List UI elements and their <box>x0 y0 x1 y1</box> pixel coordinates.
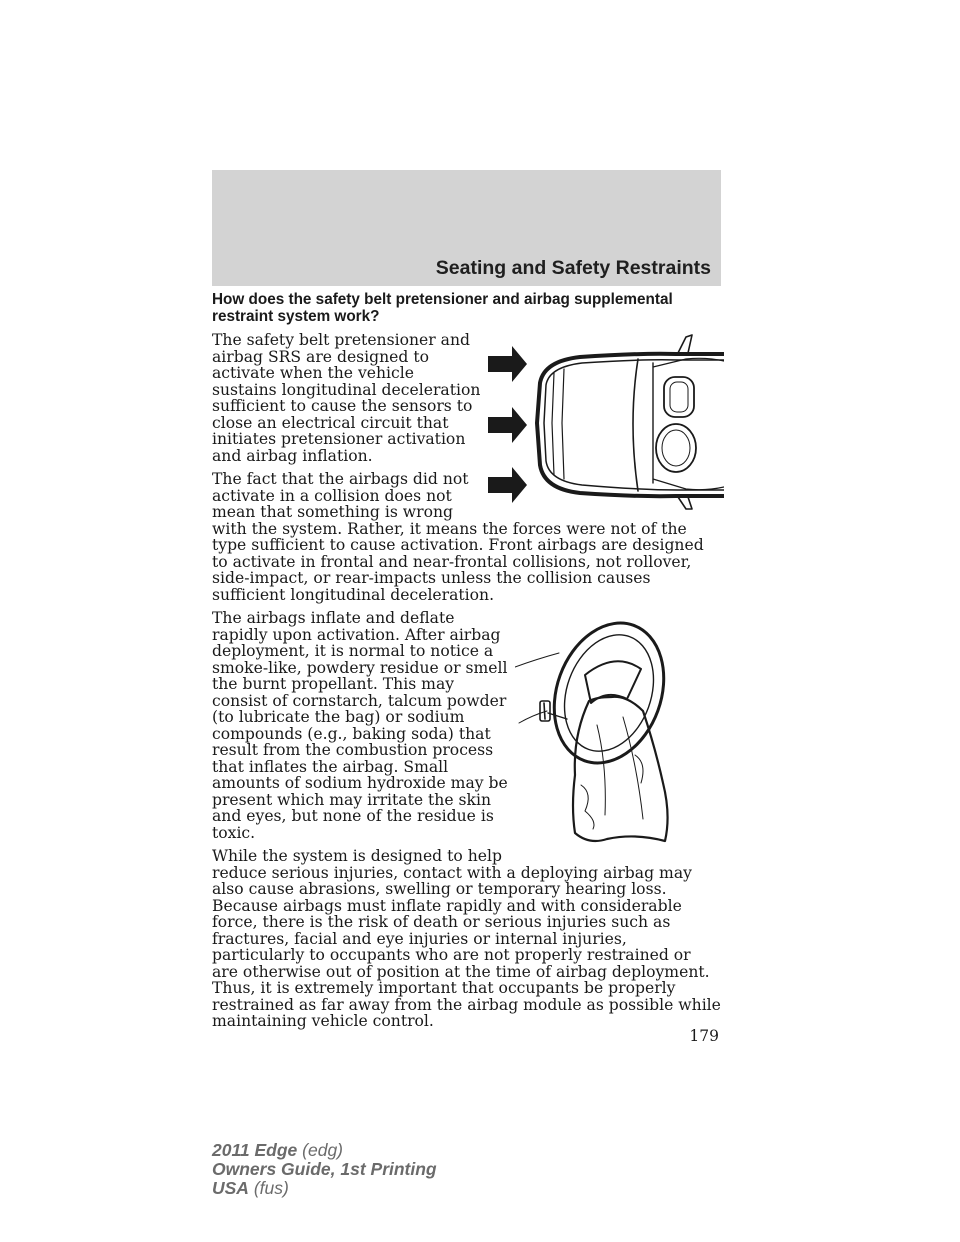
footer-model-code: (edg) <box>302 1140 344 1160</box>
car-top-view-icon <box>537 335 724 509</box>
paragraph: The safety belt pretensioner and airbag SRS are designed to activate when the vehicle sustains longitudinal deceleration sufficient to cause the sensors to close an electrical circuit that initiates pretensioner activation and airbag inflation. <box>212 331 481 465</box>
page-content <box>212 292 721 1037</box>
footer-model: 2011 Edge <box>212 1140 298 1160</box>
paragraph: The airbags inflate and deflate rapidly upon activation. After airbag deployment, it is normal to notice a smoke-like, powdery residue or smell the burnt propellant. This may consist of cornstarch, talcum powder (to lubricate the bag) or sodium compounds (e.g., baking soda) that result from the combustion process that inflates the airbag. Small amounts of sodium hydroxide may be present which may irritate the skin and eyes, but none of the residue is toxic. <box>212 609 508 842</box>
footer-market: USA <box>212 1178 249 1198</box>
impact-arrows <box>488 346 527 503</box>
footer-line <box>212 1179 437 1198</box>
steering-wheel-airbag-icon <box>515 615 682 841</box>
deployed-airbag-illustration <box>515 615 723 845</box>
footer-edition: Owners Guide, 1st Printing <box>212 1159 437 1179</box>
impact-arrow-icon <box>488 346 527 382</box>
page-number: 179 <box>689 1027 719 1045</box>
question-heading: How does the safety belt pretensioner and airbag supplemental restraint system work? <box>212 291 673 325</box>
impact-arrow-icon <box>488 407 527 443</box>
paragraph: The fact that the airbags did not activate in a collision does not mean that something is wrong with the system. Rather, it means the forces were not of the type sufficient to cause activation. Front airbags are designed to activate in frontal and near-frontal collisions, not rollover, side-impact, or rear-impacts unless the collision causes sufficient longitudinal deceleration. <box>212 470 704 604</box>
section-title: Seating and Safety Restraints <box>435 257 711 279</box>
paragraph: While the system is designed to help reduce serious injuries, contact with a deploying airbag may also cause abrasions, swelling or temporary hearing loss. Because airbags must inflate rapidly and with considerable force, there is the risk of death or serious injuries such as fractures, facial and eye injuries or internal injuries, particularly to occupants who are not properly restrained or are otherwise out of position at the time of airbag deployment. Thus, it is extremely important that occupants be properly restrained as far away from the airbag module as possible while maintaining vehicle control. <box>212 847 721 1030</box>
impact-arrow-icon <box>488 467 527 503</box>
frontal-impact-illustration <box>488 333 724 510</box>
footer-line <box>212 1160 437 1179</box>
footer <box>212 1141 437 1198</box>
footer-market-code: (fus) <box>253 1178 289 1198</box>
footer-line <box>212 1141 437 1160</box>
section-header-band <box>212 170 721 286</box>
